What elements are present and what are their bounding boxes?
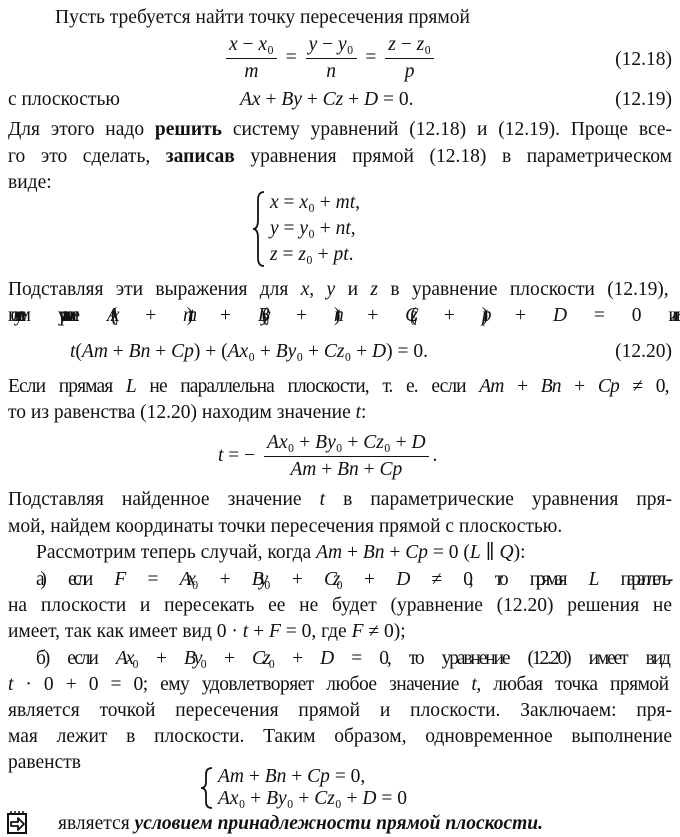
left-brace: [200, 766, 214, 810]
text-line: [8, 304, 676, 328]
text-segment: является: [58, 813, 135, 834]
text-line: [36, 568, 672, 592]
text-line: [8, 171, 52, 195]
text-line: [8, 725, 672, 749]
text-segment: виде:: [8, 172, 52, 193]
system-row: Ax₀ + By₀ + Cz₀ + D = 0: [218, 788, 407, 809]
text-segment: а) если: [36, 569, 115, 590]
text-segment: мой, найдем координаты точки пересечения прямой с плоскостью.: [8, 516, 563, 537]
text-segment: , то прямая: [468, 569, 589, 590]
fraction-denominator: Am + Bn + Cp: [290, 459, 403, 480]
text-segment: , то уравнение (12.20) имеет вид: [386, 648, 669, 669]
equation-t: [218, 432, 437, 481]
text-segment: ; ему удовлетворяет любое значение: [142, 674, 472, 695]
math-inline: F = Ax₀ + By₀ + Cz₀ + D ≠ 0: [114, 569, 469, 590]
text-segment: Подставляя найденное значение: [8, 489, 320, 510]
text-segment: );: [393, 621, 406, 642]
math-inline: y: [326, 279, 336, 300]
fraction-numerator: z − z₀: [385, 34, 434, 59]
fraction-denominator: p: [404, 61, 415, 82]
emphasis-text: условием принадлежности прямой плоскости.: [134, 813, 544, 834]
emphasis-text: решить: [154, 119, 222, 140]
equation-label: (12.20): [615, 341, 672, 362]
text-line: [36, 647, 672, 671]
text-segment: ,: [664, 376, 669, 397]
math-inline: t: [355, 402, 362, 423]
math-inline: x: [300, 279, 310, 300]
math-inline: t: [471, 674, 477, 695]
math-inline: F ≠ 0: [351, 621, 394, 642]
text-segment: Подставляя эти выражения для: [8, 279, 301, 300]
fraction-numerator: Ax₀ + By₀ + Cz₀ + D: [264, 432, 429, 457]
text-segment: , где: [311, 621, 352, 642]
math-inline: Am + Bn + Cp = 0: [316, 542, 459, 563]
text-segment: имеет, так как имеет вид: [8, 621, 217, 642]
text-line: [8, 673, 672, 697]
equals-sign: =: [365, 46, 377, 68]
text-segment: с плоскостью: [8, 89, 120, 110]
text-segment: Пусть требуется найти точку пересечения прямой: [55, 7, 470, 28]
text-segment: Если прямая: [8, 376, 126, 397]
text-segment: или: [633, 305, 676, 326]
text-segment: ):: [513, 542, 526, 563]
text-segment: равенств: [8, 752, 81, 773]
fraction-numerator: x − x₀: [226, 34, 277, 59]
equation-lhs: t = −: [218, 444, 256, 466]
text-segment: то из равенства (12.20) находим значение: [8, 402, 356, 423]
emphasis-text: записав: [165, 146, 235, 167]
text-segment: не параллельна плоскости, т. е. если: [135, 376, 480, 397]
text-line: [8, 118, 672, 142]
equals-sign: =: [285, 46, 297, 68]
arrow-into-box-icon: [6, 811, 28, 835]
text-line: [8, 401, 366, 425]
system-row: x = x₀ + mt,: [270, 192, 360, 213]
text-line: [8, 488, 672, 512]
text-segment: в параметрические уравнения пря-: [325, 489, 672, 510]
text-line: [8, 375, 672, 399]
system-row: Am + Bn + Cp = 0,: [218, 766, 366, 787]
fraction-denominator: n: [326, 61, 336, 82]
text-segment: на плоскости и пересекать ее не будет (уравнение (12.20) решения не: [8, 595, 672, 616]
period: .: [432, 444, 438, 466]
text-line: [8, 515, 562, 539]
text-line: [8, 278, 672, 302]
conclusion-line: [58, 812, 543, 836]
math-inline: 0 · t + F = 0: [216, 621, 312, 642]
text-segment: Рассмотрим теперь случай, когда: [36, 542, 317, 563]
equation-label: (12.19): [615, 89, 672, 110]
system-row: y = y₀ + nt,: [270, 218, 356, 239]
math-inline: Ax₀ + mt) + By₀ + ) + C₀ + ) + D = 0: [106, 305, 634, 326]
math-inline: t · 0 + 0 = 0: [8, 674, 143, 695]
text-line: [8, 594, 672, 618]
text-segment: уравнения прямой (12.18) в параметрическом: [234, 146, 672, 167]
equation-12-20: t(Am + Bn + Cp) + (Ax₀ + By₀ + Cz₀ + D) = 0.: [70, 341, 428, 362]
text-segment: Для этого надо: [8, 119, 155, 140]
text-segment: :: [361, 402, 367, 423]
paragraph-intro: [55, 6, 470, 30]
fraction-numerator: y − y₀: [306, 34, 357, 59]
equation-12-19: Ax + By + Cz + D = 0.: [240, 89, 414, 110]
math-inline: Am + Bn + Cp ≠ 0: [479, 376, 665, 397]
system-row: z = z₀ + pt.: [270, 244, 354, 265]
math-inline: Ax₀ + By₀ + Cz₀ + D = 0: [115, 648, 387, 669]
parametric-system: [252, 190, 360, 268]
left-brace: [252, 190, 266, 268]
text-segment: (: [458, 542, 470, 563]
text-segment: в уравнение плоскости (12.19),: [377, 279, 669, 300]
equation-label: (12.18): [615, 49, 672, 70]
math-inline: L ∥ Q: [469, 542, 514, 563]
text-line: [8, 751, 81, 775]
math-inline: L: [588, 569, 596, 590]
math-inline: L: [125, 376, 136, 397]
text-segment: б) если: [36, 648, 116, 669]
text-line: [8, 620, 406, 644]
text-segment: го это сделать,: [8, 146, 166, 167]
text-line: [36, 541, 526, 565]
text-segment: систему уравнений (12.18) и (12.19). Проще все-: [222, 119, 672, 140]
text-segment: мая лежит в плоскости. Таким образом, одновременное выполнение: [8, 726, 672, 747]
text-segment: , любая точка прямой: [476, 674, 669, 695]
text-line: [8, 699, 672, 723]
text-segment: является точкой пересечения прямой и плоскости. Заключаем: пря-: [8, 700, 672, 721]
text-segment: и: [335, 279, 371, 300]
text-segment: ,: [309, 279, 327, 300]
math-inline: t: [319, 489, 326, 510]
text-line: [8, 145, 672, 169]
text-segment: получаем уравнение: [8, 305, 107, 326]
equation-12-18: [222, 34, 438, 83]
condition-system: [200, 766, 407, 810]
text-segment: параллель-: [595, 569, 670, 590]
text-line: [8, 88, 120, 112]
math-inline: z: [370, 279, 378, 300]
fraction-denominator: m: [244, 61, 259, 82]
